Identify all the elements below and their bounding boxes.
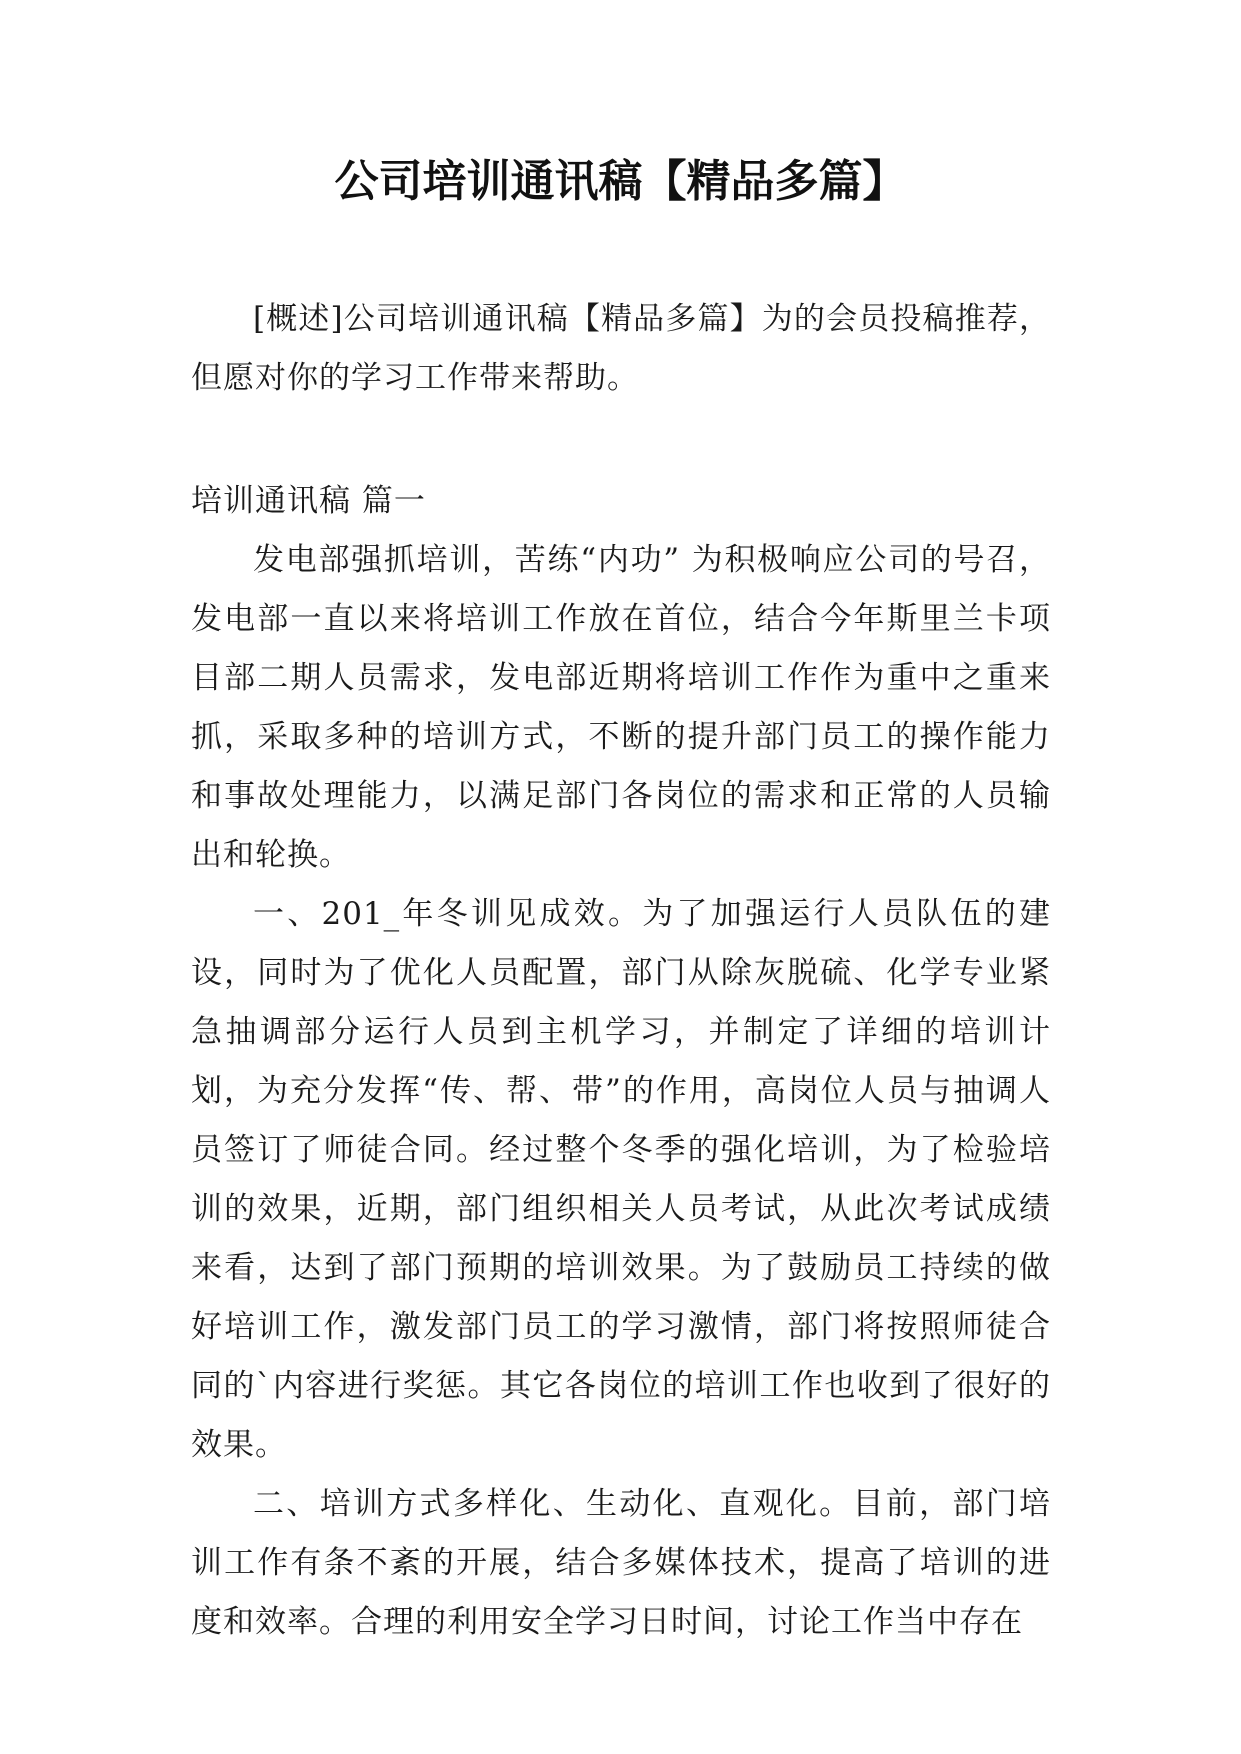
section-heading: 培训通讯稿 篇一 xyxy=(191,483,426,519)
document-title: 公司培训通讯稿【精品多篇】 xyxy=(334,156,907,207)
body-paragraph-2: 一、201_年冬训见成效。为了加强运行人员队伍的建设，同时为了优化人员配置，部门从除灰脱硫、化学专业紧急抽调部分运行人员到主机学习，并制定了详细的培训计划，为充分发挥“传、帮、带”的作用，高岗位人员与抽调人员签订了师徒合同。经过整个冬季的强化培训，为了检验培训的效果，近期，部门组织相关人员考试，从此次考试成绩来看，达到了部门预期的培训效果。为了鼓励员工持续的做好培训工作，激发部门员工的学习激情，部门将按照师徒合同的`内容进行奖惩。其它各岗位的培训工作也收到了很好的效果。 xyxy=(191,896,1051,1463)
summary-paragraph: [概述]公司培训通讯稿【精品多篇】为的会员投稿推荐，但愿对你的学习工作带来帮助。 xyxy=(191,301,1051,396)
body-paragraph-3: 二、培训方式多样化、生动化、直观化。目前，部门培训工作有条不紊的开展，结合多媒体技术，提高了培训的进度和效率。合理的利用安全学习日时间，讨论工作当中存在 xyxy=(191,1486,1051,1640)
document-body xyxy=(191,290,1051,1652)
body-paragraph-1: 发电部强抓培训，苦练“内功” 为积极响应公司的号召，发电部一直以来将培训工作放在首位，结合今年斯里兰卡项目部二期人员需求，发电部近期将培训工作作为重中之重来抓，采取多种的培训方式，不断的提升部门员工的操作能力和事故处理能力，以满足部门各岗位的需求和正常的人员输出和轮换。 xyxy=(191,542,1051,873)
